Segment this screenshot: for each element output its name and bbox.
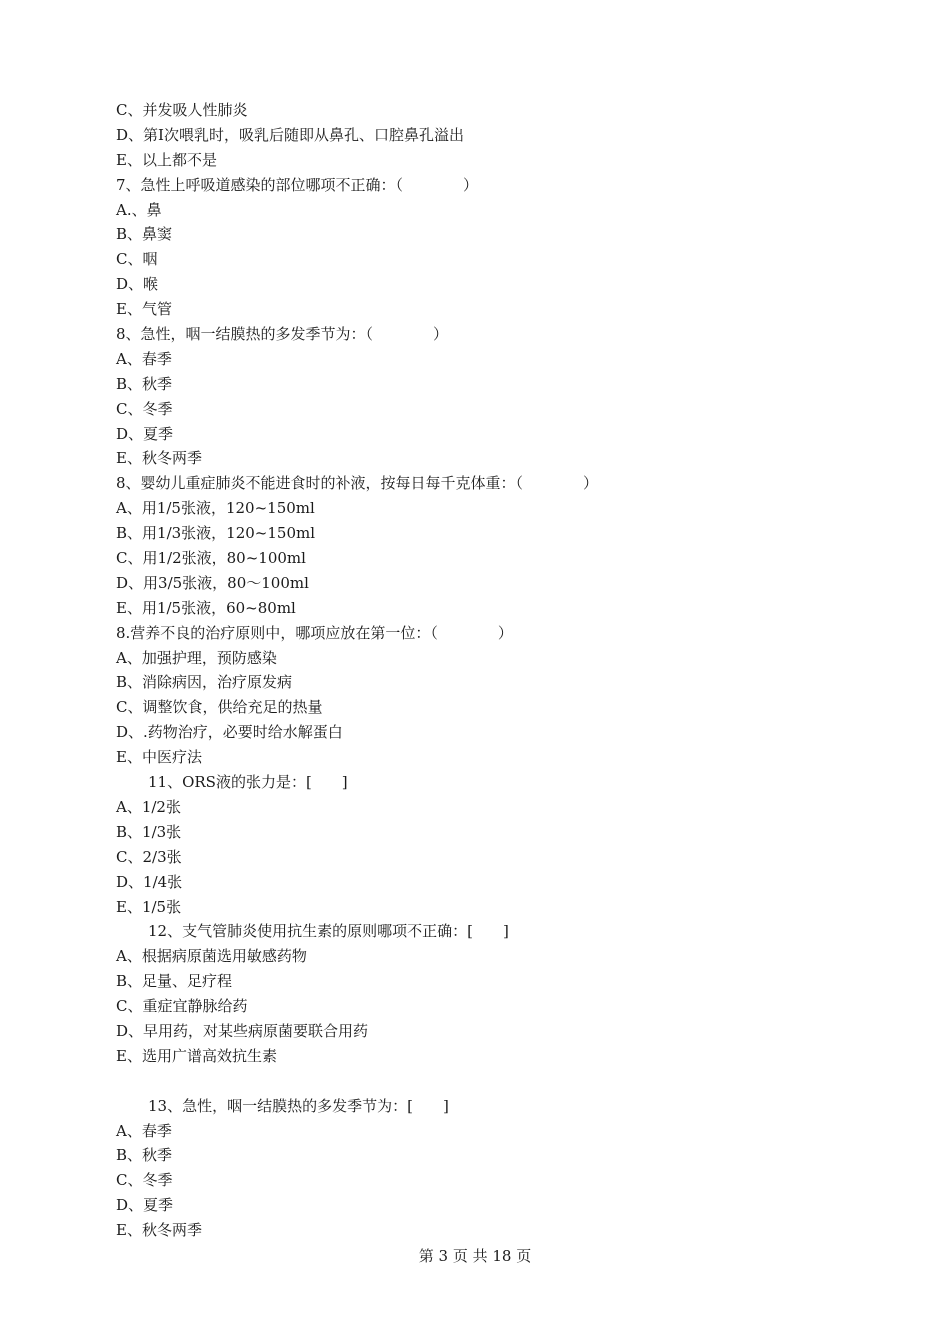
question-8a: 8、急性，咽一结膜热的多发季节为：（ ） (116, 325, 449, 344)
option-line: B、消除病因，治疗原发病 (116, 673, 293, 692)
option-line: B、鼻窦 (116, 225, 173, 244)
option-line: E、用1/5张液，60~80ml (116, 598, 296, 617)
page-number-label: 第 3 页 共 18 页 (418, 1247, 532, 1265)
option-line: C、咽 (116, 250, 158, 269)
option-line: C、重症宜静脉给药 (116, 997, 248, 1016)
question-8c: 8.营养不良的治疗原则中，哪项应放在第一位：（ ） (116, 623, 513, 642)
option-line: C、并发吸人性肺炎 (116, 101, 248, 119)
option-line: E、气管 (116, 300, 172, 319)
option-line: C、调整饮食，供给充足的热量 (116, 698, 323, 717)
option-line: D、.药物治疗，必要时给水解蛋白 (116, 723, 343, 742)
page-content (116, 98, 876, 1243)
option-line: D、喉 (116, 275, 159, 294)
option-line: B、1/3张 (116, 822, 182, 841)
option-line: B、足量、足疗程 (116, 972, 233, 991)
option-line: B、秋季 (116, 374, 173, 393)
option-line: A、加强护理，预防感染 (116, 648, 277, 667)
question-13: 13、急性，咽一结膜热的多发季节为：[ ] (148, 1096, 449, 1115)
option-line: E、1/5张 (116, 897, 182, 916)
page-footer (0, 1244, 950, 1268)
option-line: E、选用广谱高效抗生素 (116, 1046, 277, 1065)
option-line: E、中医疗法 (116, 748, 202, 767)
option-line: D、早用药，对某些病原菌要联合用药 (116, 1021, 369, 1040)
option-line: E、秋冬两季 (116, 449, 202, 468)
option-line: E、秋冬两季 (116, 1221, 202, 1240)
option-line: C、冬季 (116, 1171, 173, 1190)
option-line: C、冬季 (116, 399, 173, 418)
option-line: D、夏季 (116, 1196, 174, 1215)
blank-line (116, 1069, 876, 1094)
option-line: A、春季 (116, 349, 172, 368)
option-line: D、用3/5张液，80～100ml (116, 573, 309, 592)
option-line: C、2/3张 (116, 847, 182, 866)
option-line: A、根据病原菌选用敏感药物 (116, 947, 307, 966)
option-line: D、夏季 (116, 424, 174, 443)
option-line: E、以上都不是 (116, 150, 217, 169)
question-11: 11、ORS液的张力是：[ ] (148, 773, 348, 792)
option-line: C、用1/2张液，80~100ml (116, 549, 306, 568)
question-7: 7、急性上呼吸道感染的部位哪项不正确：（ ） (116, 175, 479, 194)
option-line: A、春季 (116, 1121, 172, 1140)
question-12: 12、支气管肺炎使用抗生素的原则哪项不正确：[ ] (148, 922, 509, 941)
option-line: A.、鼻 (116, 200, 162, 219)
option-line: B、用1/3张液，120~150ml (116, 524, 316, 543)
question-8b: 8、婴幼儿重症肺炎不能进食时的补液，按每日每千克体重：（ ） (116, 474, 599, 493)
option-line: B、秋季 (116, 1146, 173, 1165)
option-line: D、第I次喂乳时，吸乳后随即从鼻孔、口腔鼻孔溢出 (116, 125, 464, 144)
option-line: A、用1/5张液，120~150ml (116, 499, 315, 518)
option-line: D、1/4张 (116, 872, 183, 891)
option-line: A、1/2张 (116, 797, 181, 816)
